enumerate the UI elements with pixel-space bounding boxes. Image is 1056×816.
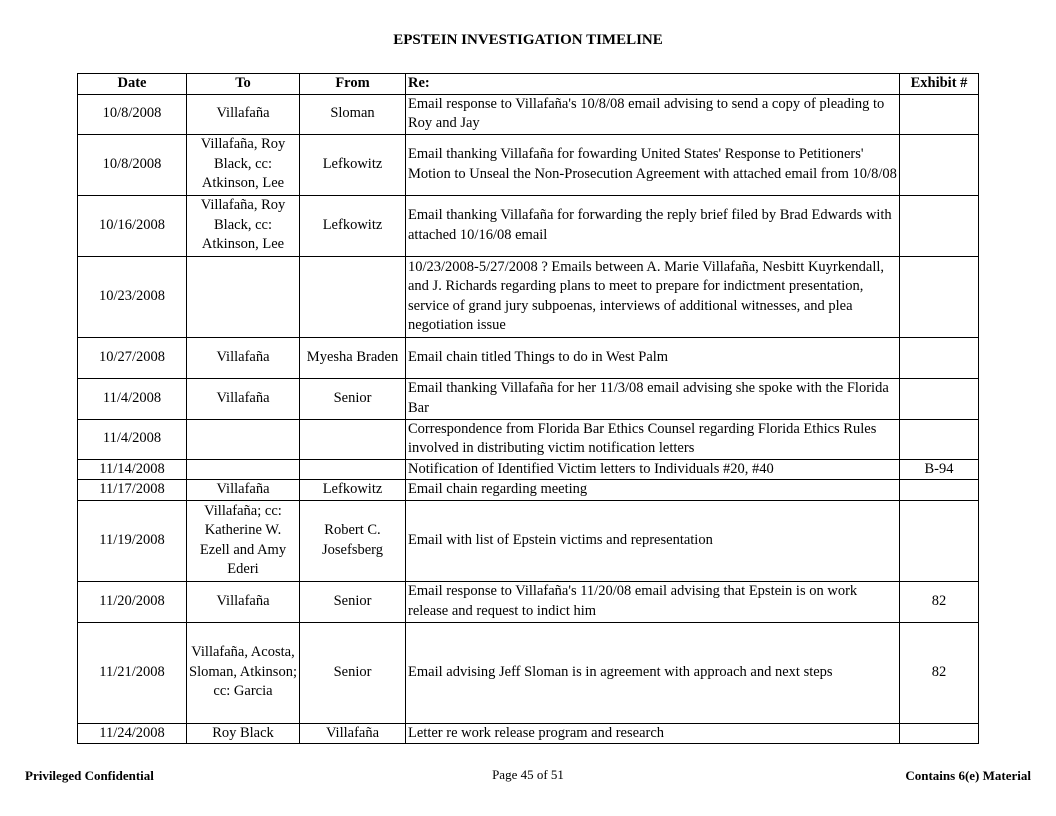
- table-row: [78, 94, 979, 134]
- cell-from: Lefkowitz: [300, 195, 406, 256]
- column-header-exhibit: Exhibit #: [900, 74, 979, 95]
- cell-exhibit: [900, 500, 979, 581]
- cell-date: 10/23/2008: [78, 256, 187, 337]
- timeline-table: [77, 73, 979, 744]
- cell-exhibit: [900, 256, 979, 337]
- table-header-row: [78, 74, 979, 95]
- cell-from: Senior: [300, 581, 406, 622]
- table-row: [78, 459, 979, 480]
- cell-exhibit: [900, 480, 979, 501]
- column-header-re: Re:: [406, 74, 900, 95]
- cell-from: Villafaña: [300, 723, 406, 744]
- cell-exhibit: 82: [900, 622, 979, 723]
- cell-date: 11/4/2008: [78, 419, 187, 459]
- table-row: [78, 337, 979, 378]
- cell-re: Correspondence from Florida Bar Ethics Counsel regarding Florida Ethics Rules involved in distributing victim notification letters: [406, 419, 900, 459]
- table-row: [78, 581, 979, 622]
- page-title: EPSTEIN INVESTIGATION TIMELINE: [393, 32, 663, 48]
- cell-from: Sloman: [300, 94, 406, 134]
- cell-to: Villafaña; cc: Katherine W. Ezell and Amy Ederi: [187, 500, 300, 581]
- cell-to: Villafaña: [187, 94, 300, 134]
- cell-exhibit: [900, 94, 979, 134]
- table-row: [78, 134, 979, 195]
- cell-exhibit: 82: [900, 581, 979, 622]
- cell-to: Villafaña: [187, 581, 300, 622]
- table-row: [78, 378, 979, 419]
- cell-to: Villafaña: [187, 480, 300, 501]
- cell-date: 11/24/2008: [78, 723, 187, 744]
- cell-from: [300, 459, 406, 480]
- cell-date: 11/21/2008: [78, 622, 187, 723]
- cell-to: [187, 419, 300, 459]
- cell-to: Roy Black: [187, 723, 300, 744]
- cell-date: 11/17/2008: [78, 480, 187, 501]
- table-row: [78, 480, 979, 501]
- table-row: [78, 256, 979, 337]
- cell-date: 10/8/2008: [78, 94, 187, 134]
- cell-to: Villafaña, Roy Black, cc: Atkinson, Lee: [187, 195, 300, 256]
- cell-to: [187, 256, 300, 337]
- table-row: [78, 723, 979, 744]
- cell-re: Email with list of Epstein victims and representation: [406, 500, 900, 581]
- cell-date: 10/8/2008: [78, 134, 187, 195]
- cell-re: Email thanking Villafaña for fowarding United States' Response to Petitioners' Motion to Unseal the Non-Prosecution Agreement with attached email from 10/8/08: [406, 134, 900, 195]
- cell-from: Senior: [300, 622, 406, 723]
- footer-6e-label: Contains 6(e) Material: [905, 768, 1031, 783]
- cell-re: Email response to Villafaña's 10/8/08 email advising to send a copy of pleading to Roy and Jay: [406, 94, 900, 134]
- cell-to: Villafaña, Roy Black, cc: Atkinson, Lee: [187, 134, 300, 195]
- cell-date: 11/19/2008: [78, 500, 187, 581]
- cell-exhibit: [900, 134, 979, 195]
- cell-date: 10/16/2008: [78, 195, 187, 256]
- cell-date: 11/20/2008: [78, 581, 187, 622]
- cell-from: Senior: [300, 378, 406, 419]
- cell-from: Robert C. Josefsberg: [300, 500, 406, 581]
- cell-from: Lefkowitz: [300, 480, 406, 501]
- cell-re: Email advising Jeff Sloman is in agreement with approach and next steps: [406, 622, 900, 723]
- cell-date: 11/4/2008: [78, 378, 187, 419]
- cell-exhibit: B-94: [900, 459, 979, 480]
- cell-to: Villafaña: [187, 337, 300, 378]
- footer-privileged-label: Privileged Confidential: [25, 768, 154, 783]
- cell-date: 11/14/2008: [78, 459, 187, 480]
- column-header-to: To: [187, 74, 300, 95]
- table-row: [78, 622, 979, 723]
- cell-exhibit: [900, 337, 979, 378]
- cell-exhibit: [900, 378, 979, 419]
- table-row: [78, 500, 979, 581]
- cell-re: Email chain regarding meeting: [406, 480, 900, 501]
- cell-re: Notification of Identified Victim letters to Individuals #20, #40: [406, 459, 900, 480]
- cell-re: 10/23/2008-5/27/2008 ? Emails between A. Marie Villafaña, Nesbitt Kuyrkendall, and J. Richards regarding plans to meet to prepare for indictment presentation, service of grand jury subpoenas, interviews of additional witnesses, and plea negotiation issue: [406, 256, 900, 337]
- cell-re: Email thanking Villafaña for forwarding the reply brief filed by Brad Edwards with attached 10/16/08 email: [406, 195, 900, 256]
- cell-re: Email chain titled Things to do in West Palm: [406, 337, 900, 378]
- cell-re: Letter re work release program and research: [406, 723, 900, 744]
- cell-date: 10/27/2008: [78, 337, 187, 378]
- cell-to: [187, 459, 300, 480]
- cell-to: Villafaña, Acosta, Sloman, Atkinson; cc: Garcia: [187, 622, 300, 723]
- table-row: [78, 195, 979, 256]
- cell-exhibit: [900, 723, 979, 744]
- cell-from: [300, 419, 406, 459]
- column-header-date: Date: [78, 74, 187, 95]
- cell-from: Myesha Braden: [300, 337, 406, 378]
- cell-from: Lefkowitz: [300, 134, 406, 195]
- cell-from: [300, 256, 406, 337]
- table-row: [78, 419, 979, 459]
- cell-exhibit: [900, 419, 979, 459]
- cell-to: Villafaña: [187, 378, 300, 419]
- page-number: Page 45 of 51: [492, 767, 564, 782]
- column-header-from: From: [300, 74, 406, 95]
- cell-re: Email response to Villafaña's 11/20/08 email advising that Epstein is on work release and request to indict him: [406, 581, 900, 622]
- cell-re: Email thanking Villafaña for her 11/3/08 email advising she spoke with the Florida Bar: [406, 378, 900, 419]
- cell-exhibit: [900, 195, 979, 256]
